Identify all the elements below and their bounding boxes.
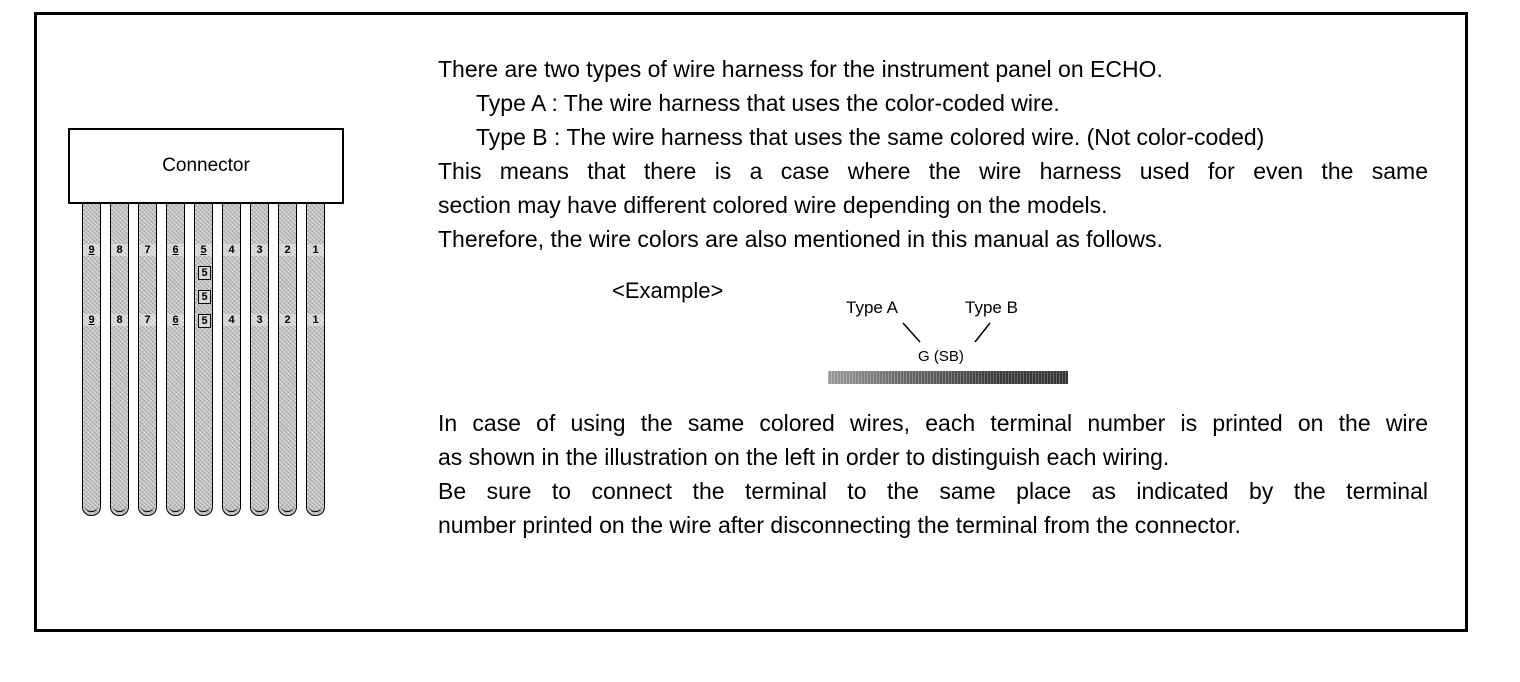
wire-number-lower: 2 <box>279 314 296 326</box>
note-line: Be sure to connect the terminal to the same place as indicated by the terminal <box>438 478 1428 504</box>
connector-label: Connector <box>162 155 250 176</box>
wire-number-lower: 5 <box>198 314 211 328</box>
wire-number-upper: 1 <box>307 244 324 256</box>
note-line: number printed on the wire after disconnecting the terminal from the connector. <box>438 512 1241 538</box>
note-line: as shown in the illustration on the left in order to distinguish each wiring. <box>438 444 1170 470</box>
wire-number-lower: 8 <box>111 314 128 326</box>
type-a-label: Type A <box>846 298 898 317</box>
wire-number-upper: 8 <box>111 244 128 256</box>
wire-number-lower: 6 <box>167 314 184 326</box>
wire-number-middle: 5 <box>198 290 211 304</box>
wire-number-lower: 1 <box>307 314 324 326</box>
wire-color-code: G (SB) <box>918 348 964 365</box>
wire-number-upper: 2 <box>279 244 296 256</box>
example-wire <box>828 371 1068 384</box>
type-b-leader-line <box>975 323 990 342</box>
intro-line: There are two types of wire harness for the instrument panel on ECHO. <box>438 56 1163 82</box>
type-a-description: Type A : The wire harness that uses the color-coded wire. <box>476 90 1060 116</box>
note-paragraph <box>438 406 1428 542</box>
wire-number-lower: 7 <box>139 314 156 326</box>
type-b-label: Type B <box>965 298 1018 317</box>
wire-number-upper: 3 <box>251 244 268 256</box>
wire-number-upper: 5 <box>195 244 212 256</box>
wire-number-lower: 4 <box>223 314 240 326</box>
wire-number-lower: 3 <box>251 314 268 326</box>
example-label: <Example> <box>612 278 724 303</box>
type-a-leader-line <box>903 323 920 342</box>
intro-line: This means that there is a case where the wire harness used for even the same <box>438 158 1428 184</box>
intro-line: section may have different colored wire depending on the models. <box>438 192 1108 218</box>
wire-number-upper: 6 <box>167 244 184 256</box>
wire-number-upper: 7 <box>139 244 156 256</box>
note-line: In case of using the same colored wires, each terminal number is printed on the wire <box>438 410 1428 436</box>
wire-number-upper: 4 <box>223 244 240 256</box>
intro-line: Therefore, the wire colors are also mentioned in this manual as follows. <box>438 226 1163 252</box>
type-b-description: Type B : The wire harness that uses the same colored wire. (Not color-coded) <box>476 124 1265 150</box>
wire-number-upper: 9 <box>83 244 100 256</box>
wire-number-lower: 9 <box>83 314 100 326</box>
wire-number-middle: 5 <box>198 266 211 280</box>
